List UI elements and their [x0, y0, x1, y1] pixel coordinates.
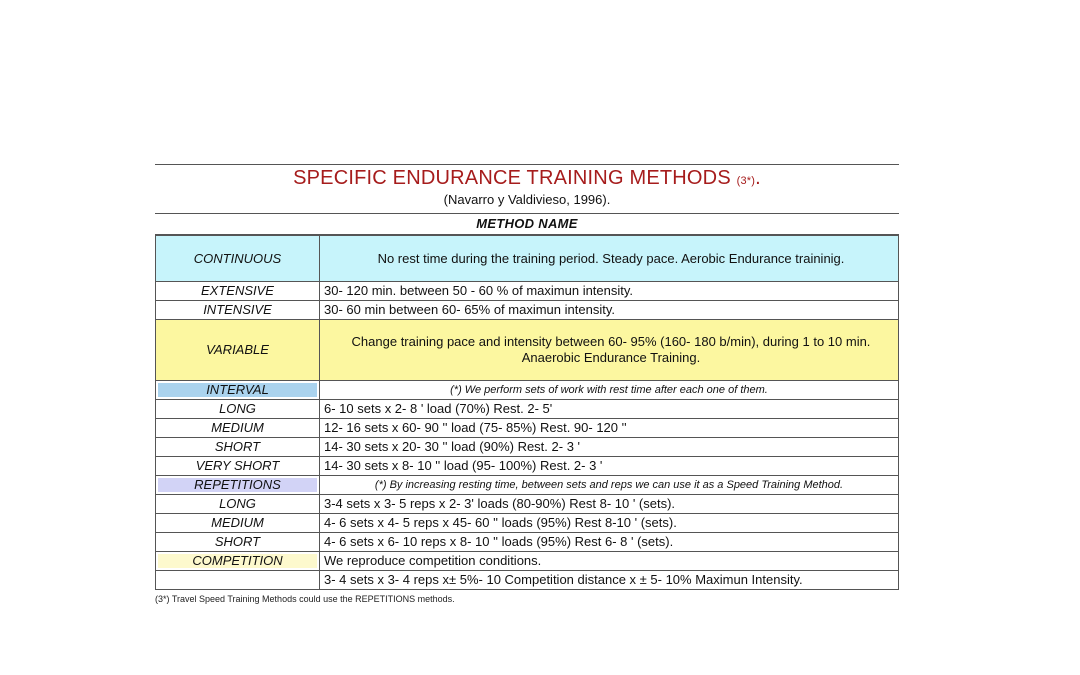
method-description: 3- 4 sets x 3- 4 reps x± 5%- 10 Competition distance x ± 5- 10% Maximun Intensity.: [320, 571, 899, 590]
method-note: (*) We perform sets of work with rest time after each one of them.: [320, 381, 899, 400]
page-title: [155, 165, 899, 192]
method-name: EXTENSIVE: [156, 282, 320, 301]
title-reference: (3*): [736, 175, 756, 187]
row-rep-medium: [156, 514, 899, 533]
method-name: SHORT: [156, 438, 320, 457]
method-description: 3-4 sets x 3- 5 reps x 2- 3' loads (80-90%) Rest 8- 10 ' (sets).: [320, 495, 899, 514]
row-interval: [156, 381, 899, 400]
row-rep-short: [156, 533, 899, 552]
method-name: MEDIUM: [156, 419, 320, 438]
method-description: 30- 120 min. between 50 - 60 % of maximun intensity.: [320, 282, 899, 301]
method-description: 30- 60 min between 60- 65% of maximun intensity.: [320, 301, 899, 320]
empty-name-cell: [156, 571, 320, 590]
method-description: [320, 320, 899, 381]
row-intensive: [156, 301, 899, 320]
page-subtitle: (Navarro y Valdivieso, 1996).: [443, 192, 611, 207]
method-name: MEDIUM: [156, 514, 320, 533]
row-extensive: [156, 282, 899, 301]
method-note: (*) By increasing resting time, between sets and reps we can use it as a Speed Training Method.: [320, 476, 899, 495]
title-block: [155, 164, 899, 214]
method-name: LONG: [156, 495, 320, 514]
interval-label: INTERVAL: [158, 383, 317, 397]
method-name-header: METHOD NAME: [155, 214, 899, 235]
method-description: 12- 16 sets x 60- 90 '' load (75- 85%) Rest. 90- 120 '': [320, 419, 899, 438]
method-description: 4- 6 sets x 6- 10 reps x 8- 10 '' loads (95%) Rest 6- 8 ' (sets).: [320, 533, 899, 552]
row-interval-short: [156, 438, 899, 457]
method-description: No rest time during the training period. Steady pace. Aerobic Endurance traininig.: [320, 236, 899, 282]
footnote: (3*) Travel Speed Training Methods could use the REPETITIONS methods.: [155, 594, 455, 604]
method-name: [156, 552, 320, 571]
row-repetitions: [156, 476, 899, 495]
method-description: 14- 30 sets x 8- 10 '' load (95- 100%) Rest. 2- 3 ': [320, 457, 899, 476]
row-competition: [156, 552, 899, 571]
competition-label: COMPETITION: [158, 554, 317, 568]
row-interval-very-short: [156, 457, 899, 476]
row-competition-detail: [156, 571, 899, 590]
method-name: LONG: [156, 400, 320, 419]
method-name: [156, 381, 320, 400]
method-description: 14- 30 sets x 20- 30 '' load (90%) Rest. 2- 3 ': [320, 438, 899, 457]
title-period: .: [755, 167, 761, 189]
method-name: VARIABLE: [156, 320, 320, 381]
method-description: 6- 10 sets x 2- 8 ' load (70%) Rest. 2- 5': [320, 400, 899, 419]
methods-table: [155, 235, 899, 590]
training-methods-sheet: [155, 164, 899, 590]
row-interval-long: [156, 400, 899, 419]
method-description: 4- 6 sets x 4- 5 reps x 45- 60 '' loads (95%) Rest 8-10 ' (sets).: [320, 514, 899, 533]
row-rep-long: [156, 495, 899, 514]
row-interval-medium: [156, 419, 899, 438]
method-name: [156, 476, 320, 495]
method-description: We reproduce competition conditions.: [320, 552, 899, 571]
variable-description-line-2: Anaerobic Endurance Training.: [521, 350, 701, 365]
title-text: SPECIFIC ENDURANCE TRAINING METHODS: [293, 167, 731, 189]
variable-description-line-1: Change training pace and intensity between 60- 95% (160- 180 b/min), during 1 to 10 min.: [351, 334, 871, 349]
row-continuous: [156, 236, 899, 282]
row-variable: [156, 320, 899, 381]
method-name: VERY SHORT: [156, 457, 320, 476]
repetitions-label: REPETITIONS: [158, 478, 317, 492]
method-name: CONTINUOUS: [156, 236, 320, 282]
method-name: INTENSIVE: [156, 301, 320, 320]
method-name: SHORT: [156, 533, 320, 552]
